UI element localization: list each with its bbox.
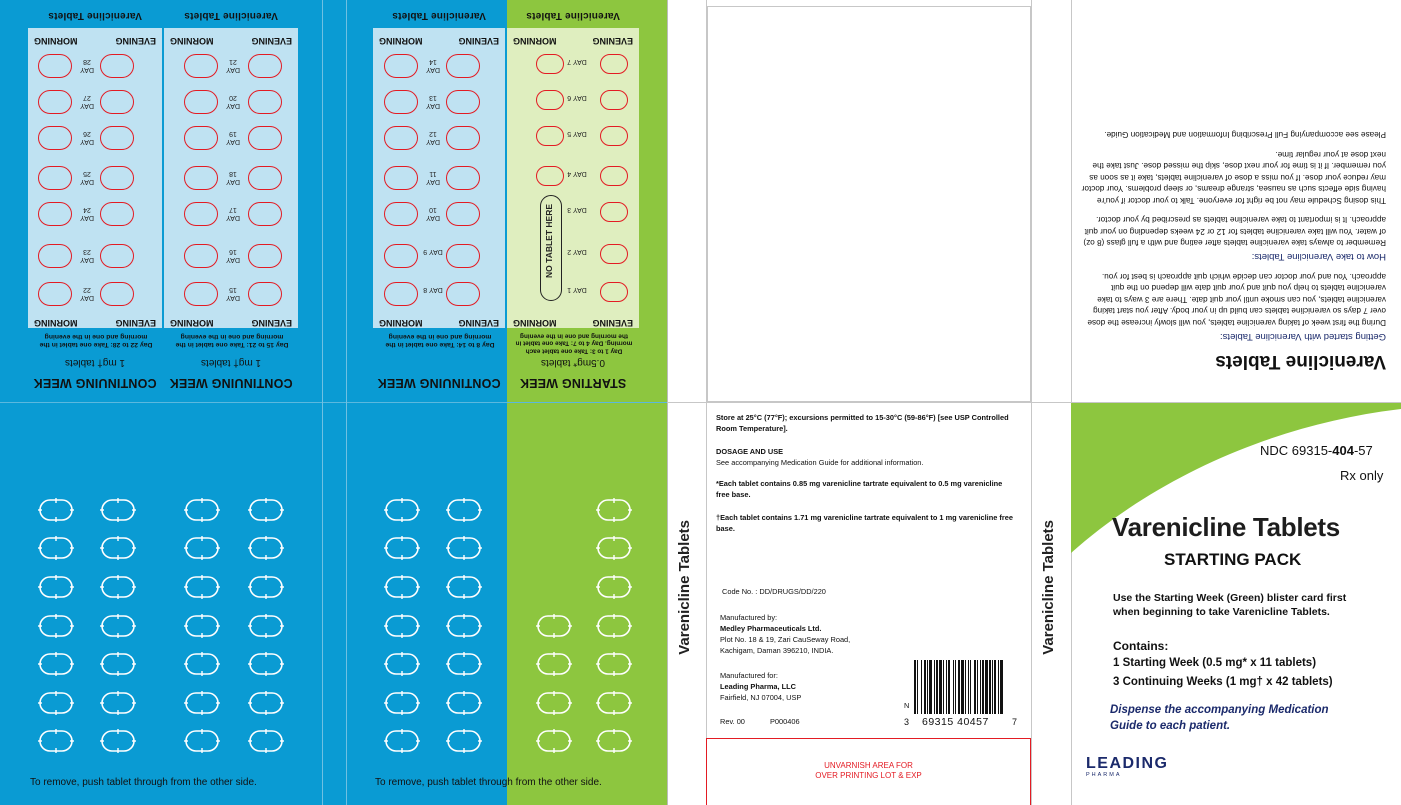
blister-outline [536,652,572,676]
mfd-by-addr2: Kachigam, Daman 396210, INDIA. [720,646,834,655]
blister-outline [446,536,482,560]
blister-outline [596,614,632,638]
evening-label: EVENING [115,318,156,328]
morning-label: MORNING [513,318,557,328]
blister-outline [38,729,74,753]
morning-tablet-slot [600,90,628,110]
me-labels-b2 [164,316,298,328]
morning-tablet-slot [248,126,282,150]
getting-started-heading: Getting started with Varenicline Tablets: [1220,331,1386,342]
evening-tablet-slot [384,166,418,190]
note-1: *Each tablet contains 0.85 mg varenicline tartrate equivalent to 0.5 mg varenicline free base. [716,479,1003,499]
barcode-bar [924,660,926,714]
blister-outline [248,498,284,522]
logo-sub: PHARMA [1086,772,1122,778]
barcode-bar [927,660,928,714]
morning-tablet-slot [446,244,480,268]
ndc [1260,443,1373,458]
morning-tablet-slot [248,90,282,114]
note-2: †Each tablet contains 1.71 mg varenicline tartrate equivalent to 1 mg varenicline free base. [716,513,1013,533]
morning-tablet-slot [446,126,480,150]
blister-outline [38,536,74,560]
instr-1-7: Day 1 to 3: Take one tablet each morning. Day 4 to 7: Take one tablet in the morning and one in the evening [515,332,633,355]
contains-heading: Contains: [1113,639,1169,653]
blister-outline [596,691,632,715]
blister-outline [100,575,136,599]
ndc-product: 404 [1332,443,1354,458]
blister-outline [446,614,482,638]
starting-week: STARTING WEEK [519,376,627,390]
item-code: P000406 [770,717,800,726]
me-labels-3 [373,34,505,46]
rev-label: Rev. 00 [720,717,745,726]
contains-1: 1 Starting Week (0.5 mg* x 11 tablets) [1113,657,1317,669]
day-label: DAY 27 [80,94,94,109]
evening-tablet-slot [184,166,218,190]
info-panel [1080,42,1386,372]
day-label: DAY 22 [80,286,94,301]
day-label: DAY 18 [226,170,240,185]
morning-tablet-slot [600,282,628,302]
dispense-2: Guide to each patient. [1110,720,1231,732]
blister-outline [248,729,284,753]
evening-tablet-slot [184,244,218,268]
card-header-2: Varenicline Tablets [184,10,278,21]
dosage-text: See accompanying Medication Guide for additional information. [716,458,924,467]
morning-tablet-slot [446,90,480,114]
contains-2: 3 Continuing Weeks (1 mg† x 42 tablets) [1113,676,1333,688]
morning-tablet-slot [100,202,134,226]
barcode-bar [992,660,993,714]
tablets-1mg-a: 1 mg† tablets [64,357,126,368]
evening-tablet-slot [38,166,72,190]
morning-tablet-slot [600,54,628,74]
blister-outline [184,729,220,753]
blister-outline [446,691,482,715]
blister-outline [38,498,74,522]
barcode-bar [939,660,942,714]
blister-outline [100,536,136,560]
morning-tablet-slot [446,202,480,226]
barcode-bar [965,660,966,714]
day-label: DAY 14 [426,58,440,73]
day-label: DAY 11 [426,170,440,185]
evening-label: EVENING [592,318,633,328]
storage-text: Store at 25°C (77°F); excursions permitted to 15-30°C (59-86°F) [see USP Controlled Room Temperature]. [716,413,1009,433]
blister-outline [38,691,74,715]
front-title: Varenicline Tablets [1112,512,1340,542]
evening-tablet-slot [38,90,72,114]
evening-tablet-slot [384,126,418,150]
blister-outline [596,729,632,753]
barcode [912,660,1008,720]
getting-started-text: During the first week of taking varenicline tablets, you will slowly increase the dose over 7 days so varenicline tablets can build up in your body. After you start taking varenicline tablets, you can smoke until your quit date. There are 3 ways to take varenicline tablets to help you quit and your quit date will depend on the quit approach. You and your doctor can decide which quit approach is best for you. [1087,272,1386,327]
morning-tablet-slot [248,244,282,268]
morning-label: MORNING [379,318,423,328]
day-label: DAY 10 [426,206,440,221]
barcode-bar [955,660,956,714]
no-tablet-text: NO TABLET HERE [544,204,554,278]
evening-tablet-slot [384,244,418,268]
morning-tablet-slot [248,54,282,78]
blister-outline [184,536,220,560]
blister-outline [100,498,136,522]
how-text-1: Remember to always take varenicline tablets after eating and with a full glass (8 oz) of water. You will take varenicline tablets for 12 or 24 weeks depending on your quit approach. It is important to take varenicline tablets as prescribed by your doctor. [1083,215,1386,248]
blister-outline [596,498,632,522]
use-line-2: when beginning to take Varenicline Tablets. [1113,606,1330,618]
evening-tablet-slot [536,54,564,74]
blister-outline [384,652,420,676]
barcode-bar [1000,660,1003,714]
day-label: DAY 19 [226,130,240,145]
unvarnish-2: OVER PRINTING LOT & EXP [815,771,922,780]
barcode-bar [948,660,950,714]
morning-label: MORNING [34,36,78,46]
evening-tablet-slot [184,126,218,150]
me-labels-b1 [28,316,162,328]
evening-tablet-slot [38,54,72,78]
morning-tablet-slot [100,126,134,150]
morning-tablet-slot [600,244,628,264]
morning-tablet-slot [248,202,282,226]
barcode-bar [934,660,935,714]
blister-back-continuing-2 [346,403,507,805]
logo-text: LEADING [1086,755,1169,772]
evening-tablet-slot [184,90,218,114]
side-title-right: Varenicline Tablets [1040,520,1057,655]
morning-label: MORNING [170,318,214,328]
evening-label: EVENING [592,36,633,46]
evening-tablet-slot [38,282,72,306]
barcode-digits: 69315 40457 [922,716,989,728]
day-label: DAY 16 [226,248,240,263]
evening-label: EVENING [458,36,499,46]
me-labels-2 [164,34,298,46]
barcode-bar [946,660,947,714]
evening-tablet-slot [38,244,72,268]
morning-tablet-slot [600,126,628,146]
day-label: DAY 26 [80,130,94,145]
blister-outline [384,498,420,522]
day-label: DAY 8 [423,286,443,293]
how-text-3: Please see accompanying Full Prescribing Information and Medication Guide. [1104,130,1386,140]
me-labels-b3 [373,316,505,328]
morning-tablet-slot [100,166,134,190]
info-title: Varenicline Tablets [1215,351,1386,372]
barcode-bar [929,660,932,714]
mfd-by-name: Medley Pharmaceuticals Ltd. [720,624,822,633]
blister-outline [384,729,420,753]
evening-label: EVENING [115,36,156,46]
day-label: DAY 23 [80,248,94,263]
mfd-for-label: Manufactured for: [720,671,778,680]
barcode-bar [936,660,938,714]
blister-outline [38,575,74,599]
blister-outline [100,652,136,676]
blank-flap [707,6,1031,402]
day-label: DAY 28 [80,58,94,73]
evening-tablet-slot [184,54,218,78]
evening-tablet-slot [384,282,418,306]
blister-outline [248,691,284,715]
day-label: DAY 3 [567,206,587,213]
blister-outline [184,614,220,638]
mfd-by-addr1: Plot No. 18 & 19, Zari CauSeway Road, [720,635,851,644]
morning-tablet-slot [446,282,480,306]
day-label: DAY 4 [567,170,587,177]
morning-label: MORNING [170,36,214,46]
blister-outline [596,575,632,599]
barcode-bar [921,660,922,714]
blister-outline [384,691,420,715]
blister-outline [536,691,572,715]
morning-tablet-slot [100,282,134,306]
barcode-bar [958,660,960,714]
use-line-1: Use the Starting Week (Green) blister card first [1113,592,1347,604]
evening-tablet-slot [184,282,218,306]
barcode-3: 3 [904,717,910,727]
morning-tablet-slot [100,244,134,268]
blister-outline [248,652,284,676]
blister-outline [446,575,482,599]
blister-outline [38,652,74,676]
blister-outline [184,498,220,522]
dosage-heading: DOSAGE AND USE [716,447,784,456]
barcode-bar [994,660,996,714]
unvarnish-1: UNVARNISH AREA FOR [824,761,913,770]
barcode-bar [989,660,991,714]
day-label: DAY 17 [226,206,240,221]
mfd-for-addr: Fairfield, NJ 07004, USP [720,693,802,702]
continuing-week-b: CONTINUING WEEK [169,376,293,390]
barcode-bar [917,660,918,714]
push-text-2: To remove, push tablet through from the other side. [375,777,602,788]
barcode-bar [914,660,916,714]
dispense-1: Dispense the accompanying Medication [1110,704,1329,716]
rx-only: Rx only [1340,468,1384,483]
blister-outline [100,691,136,715]
evening-tablet-slot [536,126,564,146]
day-label: DAY 9 [423,248,443,255]
side-title-left: Varenicline Tablets [676,520,693,655]
evening-tablet-slot [384,54,418,78]
evening-label: EVENING [251,36,292,46]
tablets-1mg-b: 1 mg† tablets [200,357,262,368]
barcode-bar [985,660,988,714]
blister-outline [596,652,632,676]
blister-outline [384,575,420,599]
how-text-2: This dosing Schedule may not be right for everyone. Talk to your doctor if you're having side effects such as nausea, strange dreams, or sleep problems. Your doctor may reduce your dose. If you miss a dose of varenicline tablets, take it as soon as you remember. If it is time for your next dose, skip the missed dose. Just take the next dose at your regular time. [1081,150,1386,205]
morning-tablet-slot [600,202,628,222]
morning-tablet-slot [600,166,628,186]
continuing-week-a: CONTINUING WEEK [33,376,157,390]
blister-outline [536,614,572,638]
day-label: DAY 12 [426,130,440,145]
blister-outline [384,614,420,638]
instr-8-14: Day 8 to 14: Take one tablet in the morning and one in the evening [385,333,495,348]
day-label: DAY 13 [426,94,440,109]
morning-tablet-slot [248,282,282,306]
evening-label: EVENING [458,318,499,328]
blister-outline [38,614,74,638]
continuing-week-c: CONTINUING WEEK [377,376,501,390]
barcode-bar [968,660,969,714]
code-no: Code No. : DD/DRUGS/DD/220 [722,587,826,596]
blister-outline [446,498,482,522]
barcode-bar [980,660,981,714]
blister-outline [248,536,284,560]
instr-22-28: Day 22 to 28: Take one tablet in the morning and one in the evening [39,333,153,348]
me-labels-b4 [507,316,639,328]
day-label: DAY 24 [80,206,94,221]
evening-tablet-slot [38,126,72,150]
blister-back-starting [507,403,667,805]
blister-outline [446,652,482,676]
blister-outline [446,729,482,753]
morning-tablet-slot [100,90,134,114]
morning-label: MORNING [379,36,423,46]
leading-logo [1086,755,1186,785]
morning-label: MORNING [513,36,557,46]
blister-outline [184,575,220,599]
ndc-prefix: NDC 69315- [1260,443,1333,458]
day-label: DAY 25 [80,170,94,185]
barcode-bar [977,660,978,714]
push-text-1: To remove, push tablet through from the other side. [30,777,257,788]
barcode-7: 7 [1012,717,1018,727]
mfd-for-name: Leading Pharma, LLC [720,682,796,691]
evening-tablet-slot [384,202,418,226]
card-header-3: Varenicline Tablets [392,10,486,21]
tablets-05mg: 0.5mg* tablets [541,357,605,368]
barcode-n: N [904,701,910,710]
morning-tablet-slot [446,166,480,190]
day-label: DAY 5 [567,130,587,137]
blister-outline [248,614,284,638]
blister-outline [248,575,284,599]
front-subtitle: STARTING PACK [1164,550,1302,569]
day-label: DAY 1 [567,286,587,293]
barcode-bar [943,660,944,714]
evening-tablet-slot [384,90,418,114]
evening-tablet-slot [184,202,218,226]
day-label: DAY 7 [567,58,587,65]
day-label: DAY 6 [567,94,587,101]
ndc-suffix: -57 [1353,443,1373,458]
evening-tablet-slot [536,166,564,186]
blister-outline [384,536,420,560]
no-tablet-here [540,195,562,301]
evening-tablet-slot [536,90,564,110]
back-panel [716,412,1016,534]
blister-outline [100,614,136,638]
blister-outline [596,536,632,560]
barcode-bar [982,660,984,714]
me-labels-4 [507,34,639,46]
day-label: DAY 15 [226,286,240,301]
morning-tablet-slot [100,54,134,78]
blister-outline [536,729,572,753]
day-label: DAY 2 [567,248,587,255]
day-label: DAY 20 [226,94,240,109]
barcode-bar [974,660,976,714]
blister-outline [184,652,220,676]
morning-label: MORNING [34,318,78,328]
barcode-bar [961,660,964,714]
instr-15-21: Day 15 to 21: Take one tablet in the morning and one in the evening [175,333,289,348]
blister-outline [100,729,136,753]
evening-tablet-slot [38,202,72,226]
evening-label: EVENING [251,318,292,328]
morning-tablet-slot [248,166,282,190]
day-label: DAY 21 [226,58,240,73]
barcode-bar [970,660,971,714]
card-header-1: Varenicline Tablets [48,10,142,21]
blister-outline [184,691,220,715]
barcode-bar [998,660,999,714]
card-header-4: Varenicline Tablets [526,10,620,21]
me-labels-1 [28,34,162,46]
barcode-bar [953,660,954,714]
morning-tablet-slot [446,54,480,78]
how-heading: How to take Varenicline Tablets: [1251,251,1386,263]
mfd-by-label: Manufactured by: [720,613,778,622]
